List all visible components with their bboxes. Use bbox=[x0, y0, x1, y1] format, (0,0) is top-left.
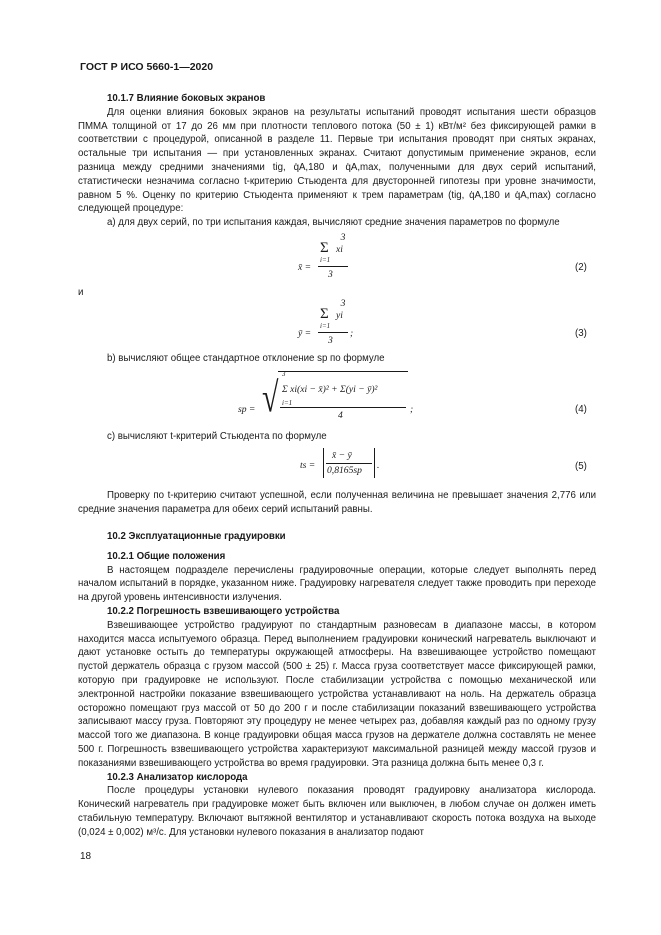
formula-3-den: 3 bbox=[328, 335, 333, 346]
paragraph-10-2-1: В настоящем подразделе перечислены градуировочные операции, которые следует выполнять перед началом испытаний в порядке, указанном ниже. Градуировку нагревателя следует также проводить при переходе на другой уровень интенсивности излучения. bbox=[78, 564, 596, 604]
formula-5-den: 0,8165sp bbox=[327, 465, 362, 476]
formula-2-number: (2) bbox=[575, 262, 587, 273]
page-number: 18 bbox=[80, 851, 92, 862]
formula-4-bar bbox=[280, 407, 406, 408]
section-title-10-2-2: 10.2.2 Погрешность взвешивающего устройства bbox=[107, 605, 340, 617]
formula-3-bar bbox=[318, 332, 348, 333]
section-title-10-2-1: 10.2.1 Общие положения bbox=[107, 550, 226, 562]
paragraph-screens: Для оценки влияния боковых экранов на результаты испытаний проводят испытания шести образцов ПММА толщиной от 17 до 26 мм при плотности теплового потока (50 ± 1) кВт/м² без фиксирующей рамки в соответствии с процедурой, описанной в разделе 11. Первые три испытания проводят при снятых экранах, остальные три испытания — при установленных экранах. Считают допустимым применение экранов, если разница между средними значениями tig, q̇A,180 и q̇A,max, полученными для двух серий испытаний, статистически незначима согласно t-критерию Стьюдента для двусторонней гипотезы при уровне значимости, равном 5 %. Оценку по критерию Стьюдента применяют к трем параметрам (tig, q̇A,180 и q̇A,max) согласно следующей процедуре: bbox=[78, 106, 596, 215]
document-header: ГОСТ Р ИСО 5660-1—2020 bbox=[80, 61, 214, 73]
formula-4-lhs: sp = bbox=[238, 404, 256, 415]
formula-5-bar bbox=[326, 463, 372, 464]
formula-4-den: 4 bbox=[338, 410, 343, 421]
formula-5-number: (5) bbox=[575, 461, 587, 472]
formula-4-sqrt-bar bbox=[278, 371, 408, 372]
formula-4-tail: ; bbox=[410, 404, 414, 415]
section-title-10-2-3: 10.2.3 Анализатор кислорода bbox=[107, 771, 248, 783]
paragraph-10-2-3: После процедуры установки нулевого показания проводят градуировку анализатора кислорода. Конический нагреватель при градуировке может быть включен или выключен, в любом случае он должен иметь стабильную температуру. Включают вытяжной вентилятор и устанавливают скорость потока воздуха на выходе (0,024 ± 0,002) м³/с. Для установки нулевого показания в анализатор подают bbox=[78, 785, 596, 838]
formula-5-numerator: x̄ − ȳ bbox=[332, 450, 352, 461]
formula-3-tail: ; bbox=[350, 328, 354, 339]
formula-2-term: xi bbox=[336, 244, 343, 255]
sqrt-icon: √ bbox=[262, 375, 279, 422]
section-10-2 bbox=[78, 530, 596, 840]
item-a: а) для двух серий, по три испытания каждая, вычисляют средние значения параметров по формуле bbox=[107, 217, 560, 229]
formula-2-den: 3 bbox=[328, 269, 333, 280]
sum-symbol-icon: Σ bbox=[320, 240, 329, 256]
item-c: c) вычисляют t-критерий Стьюдента по формуле bbox=[107, 431, 327, 442]
section-10-1-7 bbox=[78, 92, 596, 230]
formula-2-lhs: x̄ = bbox=[298, 262, 312, 273]
formula-2-sum-bot: i=1 bbox=[320, 256, 331, 264]
item-c-block bbox=[78, 430, 596, 444]
section-title-10-2: 10.2 Эксплуатационные градуировки bbox=[107, 531, 286, 542]
abs-right-bar bbox=[374, 448, 375, 478]
formula-4-numerator: Σ xi(xi − x̄)² + Σ(yi − ȳ)² bbox=[282, 384, 378, 395]
section-title-10-1-7: 10.1.7 Влияние боковых экранов bbox=[107, 93, 266, 104]
formula-2-sum-top: 3 bbox=[340, 232, 346, 243]
formula-2-bar bbox=[318, 266, 348, 267]
formula-4-sum-bot: i=1 bbox=[282, 399, 293, 407]
paragraph-10-2-2: Взвешивающее устройство градуируют по стандартным разновесам в диапазоне массы, в котором находится масса испытуемого образца. Перед выполнением градуировки конический нагреватель выключают и дают установке остыть до температуры окружающей атмосферы. На взвешивающее устройство помещают пустой держатель образца с грузом массой (500 ± 25) г. Масса груза соответствует массе фиксирующей рамки, которую при градуировке не используют. После стабилизации устройства с помощью механической или электронной настройки показание взвешивающего устройства устанавливают на ноль. На держатель образца осторожно помещают груз массой от 50 до 200 г и после стабилизации показаний взвешивающего устройства записывают массу груза. Повторяют эту процедуру не менее четырех раз, добавляя каждый раз по одному грузу массой того же диапазона. В конце градуировки общая масса грузов на держателе должна составлять не менее 500 г. Погрешность взвешивающего устройства характеризуют максимальной разницей между массой грузов и показаниями взвешивающего устройства во время градуировки. Эта разница должна быть менее 0,3 г. bbox=[78, 619, 596, 769]
formula-4-sum-top: 3 bbox=[282, 370, 286, 378]
item-b: b) вычисляют общее стандартное отклонение sp по формуле bbox=[107, 353, 385, 364]
formula-5-lhs: ts = bbox=[300, 460, 316, 471]
conjunction-and: и bbox=[78, 287, 84, 298]
item-b-block bbox=[78, 352, 596, 366]
formula-3-term: yi bbox=[336, 310, 343, 321]
formula-3-number: (3) bbox=[575, 328, 587, 339]
formula-5-tail: . bbox=[377, 460, 380, 471]
formula-3-lhs: ȳ = bbox=[298, 328, 312, 339]
formula-3-sum-bot: i=1 bbox=[320, 322, 331, 330]
formula-4-number: (4) bbox=[575, 404, 587, 415]
sum-symbol-icon: Σ bbox=[320, 306, 329, 322]
abs-left-bar bbox=[323, 448, 324, 478]
formula-3-sum-top: 3 bbox=[340, 298, 346, 309]
check-block bbox=[78, 489, 596, 517]
paragraph-check: Проверку по t-критерию считают успешной, если полученная величина не превышает значения 2,776 или средние значения параметра для обеих серий испытаний равны. bbox=[78, 490, 596, 515]
